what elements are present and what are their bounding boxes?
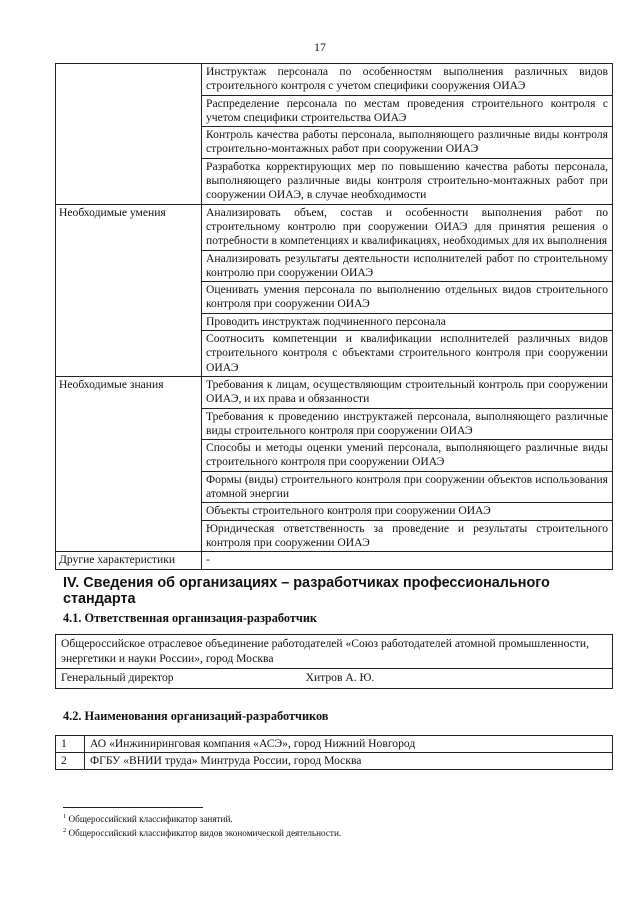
table-row (56, 376, 613, 408)
table-row (56, 552, 613, 569)
skills-table (55, 63, 613, 570)
responsible-org-table (55, 634, 613, 689)
section-title: IV. Сведения об организациях – разработчиках профессионального стандарта (63, 575, 550, 607)
footnote-text: Общероссийский классификатор видов экономической деятельности. (68, 828, 342, 839)
table-cell: Контроль качества работы персонала, выполняющего различные виды контроля строительно-монтажных работ при сооружении ОИАЭ (202, 127, 613, 159)
footnote-divider (63, 807, 203, 808)
developer-name: АО «Инжиниринговая компания «АСЭ», город Нижний Новгород (85, 736, 613, 753)
responsible-org-name: Общероссийское отраслевое объединение работодателей «Союз работодателей атомной промышленности, энергетики и науки России», город Москва (56, 635, 613, 669)
developer-name: ФГБУ «ВНИИ труда» Минтруда России, город Москва (85, 753, 613, 770)
table-cell: Разработка корректирующих мер по повышению качества работы персонала, выполняющего различные виды контроля строительно-монтажных работ при сооружении ОИАЭ, в случае необходимости (202, 158, 613, 204)
table-cell: Способы и методы оценки умений персонала, выполняющего различные виды строительного контроля при сооружении ОИАЭ (202, 440, 613, 472)
table-row (56, 64, 613, 96)
table-row (56, 669, 613, 689)
table-cell: Проводить инструктаж подчиненного персонала (202, 313, 613, 330)
table-cell: Распределение персонала по местам проведения строительного контроля с учетом специфики строительства ОИАЭ (202, 95, 613, 127)
table-cell: - (202, 552, 613, 569)
footnote (63, 825, 341, 839)
row-label (56, 64, 202, 205)
director-label: Генеральный директор (61, 671, 174, 684)
table-cell: Анализировать объем, состав и особенности выполнения работ по строительному контролю при сооружении ОИАЭ для принятия решения о потребности в компетенциях и квалификациях, необходимых для их выполнения (202, 204, 613, 250)
page-number: 17 (314, 40, 326, 54)
footnote (63, 811, 341, 825)
table-row (56, 204, 613, 250)
table-cell: Требования к проведению инструктажей персонала, выполняющего различные виды строительного контроля при сооружении ОИАЭ (202, 408, 613, 440)
table-row (56, 753, 613, 770)
subsection-heading-responsible: 4.1. Ответственная организация-разработчик (63, 611, 317, 625)
director-row (56, 669, 613, 689)
developer-number: 2 (56, 753, 85, 770)
table-cell: Формы (виды) строительного контроля при сооружении объектов использования атомной энергии (202, 471, 613, 503)
footnote-text: Общероссийский классификатор занятий. (68, 814, 233, 825)
row-label-other: Другие характеристики (56, 552, 202, 569)
table-cell: Оценивать умения персонала по выполнению отдельных видов строительного контроля при сооружении ОИАЭ (202, 282, 613, 314)
developer-number: 1 (56, 736, 85, 753)
row-label-skills: Необходимые умения (56, 204, 202, 376)
row-label-knowledge: Необходимые знания (56, 376, 202, 551)
footnote-mark: 1 (63, 813, 67, 820)
table-cell: Требования к лицам, осуществляющим строительный контроль при сооружении ОИАЭ, и их права и обязанности (202, 376, 613, 408)
developers-table (55, 735, 613, 770)
table-cell: Юридическая ответственность за проведение и результаты строительного контроля при сооружении ОИАЭ (202, 520, 613, 552)
table-row (56, 736, 613, 753)
table-cell: Инструктаж персонала по особенностям выполнения различных видов строительного контроля с учетом специфики сооружения ОИАЭ (202, 64, 613, 96)
subsection-heading-developers: 4.2. Наименования организаций-разработчиков (63, 709, 329, 723)
table-cell: Объекты строительного контроля при сооружении ОИАЭ (202, 503, 613, 520)
footnotes (63, 811, 341, 839)
director-name: Хитров А. Ю. (305, 671, 375, 684)
table-cell: Анализировать результаты деятельности исполнителей работ по строительному контролю при сооружении ОИАЭ (202, 250, 613, 282)
table-row (56, 635, 613, 669)
footnote-mark: 2 (63, 827, 67, 835)
table-cell: Соотносить компетенции и квалификации исполнителей различных видов строительного контроля с объектами строительного контроля при сооружении ОИАЭ (202, 331, 613, 377)
